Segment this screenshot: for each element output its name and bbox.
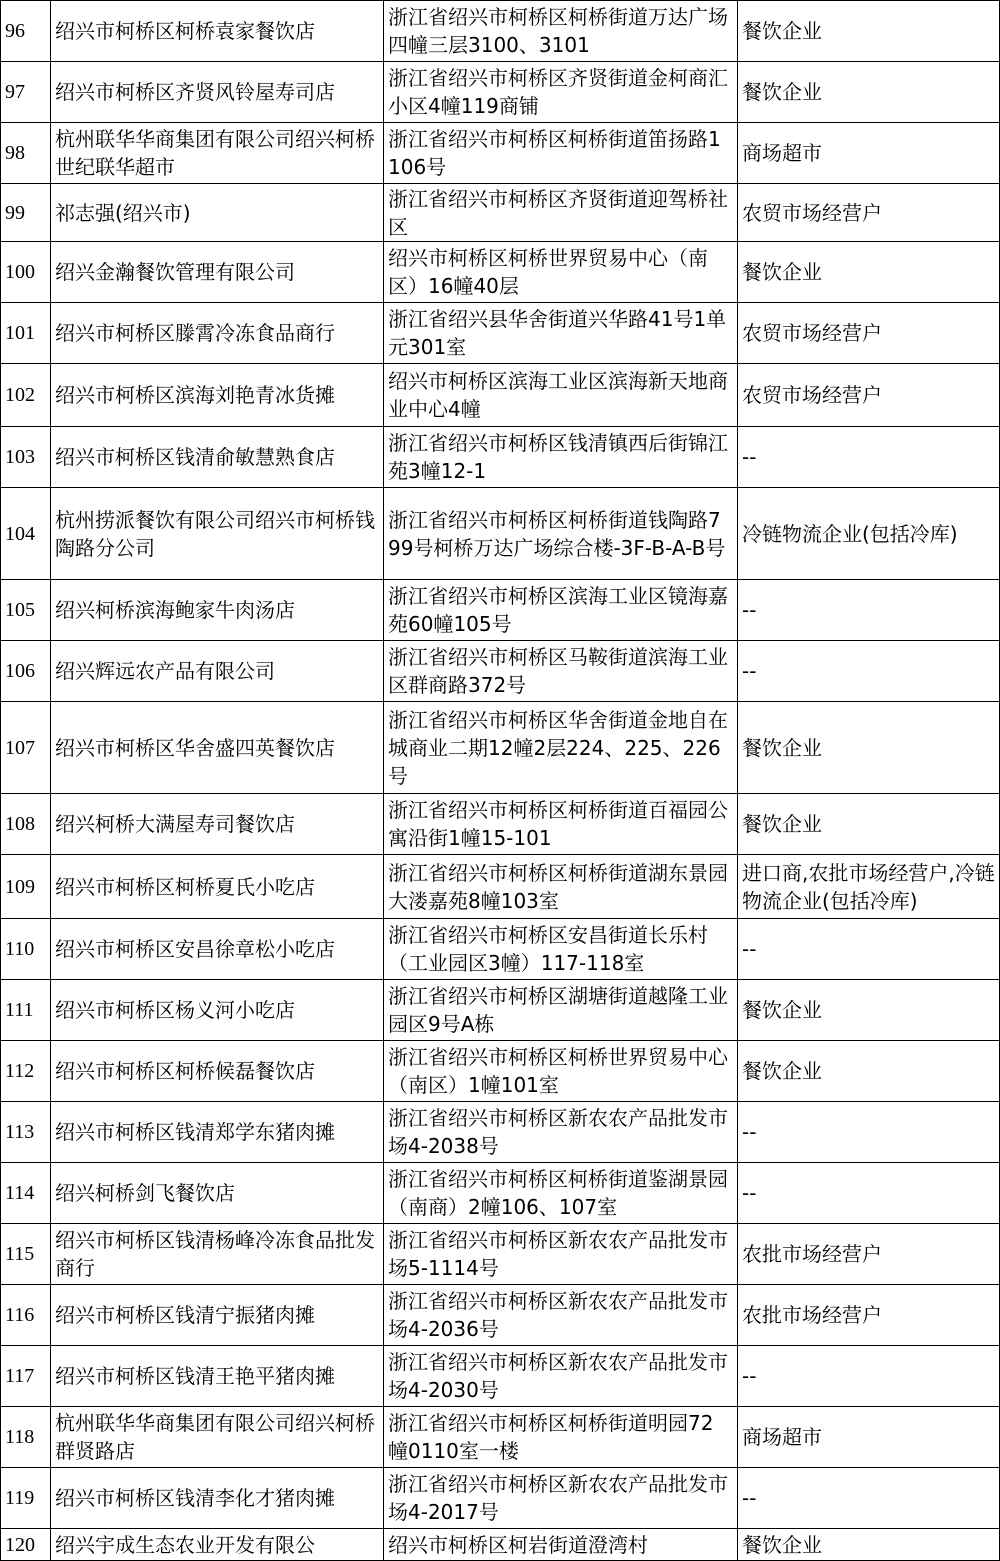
enterprise-address: 浙江省绍兴市柯桥区柯桥街道明园72幢0110室一楼 (384, 1407, 738, 1468)
row-number: 113 (1, 1102, 51, 1163)
table-row (1, 488, 1000, 580)
enterprise-address: 浙江省绍兴市柯桥区新农农产品批发市场4-2030号 (384, 1346, 738, 1407)
enterprise-type: 商场超市 (738, 1407, 1000, 1468)
enterprise-name: 绍兴市柯桥区杨义河小吃店 (51, 980, 384, 1041)
row-number: 108 (1, 794, 51, 855)
enterprise-type: 农批市场经营户 (738, 1224, 1000, 1285)
enterprise-address: 浙江省绍兴市柯桥区柯桥世界贸易中心（南区）1幢101室 (384, 1041, 738, 1102)
enterprise-type: 农批市场经营户 (738, 1285, 1000, 1346)
enterprise-address: 浙江省绍兴市柯桥区柯桥街道百福园公寓沿街1幢15-101 (384, 794, 738, 855)
table-row (1, 184, 1000, 242)
enterprise-name: 绍兴市柯桥区钱清宁振猪肉摊 (51, 1285, 384, 1346)
row-number: 110 (1, 919, 51, 980)
enterprise-name: 绍兴市柯桥区钱清王艳平猪肉摊 (51, 1346, 384, 1407)
row-number: 103 (1, 427, 51, 488)
enterprise-name: 杭州联华华商集团有限公司绍兴柯桥群贤路店 (51, 1407, 384, 1468)
enterprise-name: 杭州联华华商集团有限公司绍兴柯桥世纪联华超市 (51, 123, 384, 184)
enterprise-name: 绍兴辉远农产品有限公司 (51, 641, 384, 702)
table-row (1, 1102, 1000, 1163)
table-row (1, 1224, 1000, 1285)
row-number: 114 (1, 1163, 51, 1224)
enterprise-address: 浙江省绍兴市柯桥区齐贤街道迎驾桥社区 (384, 184, 738, 242)
enterprise-name: 绍兴柯桥滨海鲍家牛肉汤店 (51, 580, 384, 641)
enterprise-address: 浙江省绍兴市柯桥区滨海工业区镜海嘉苑60幢105号 (384, 580, 738, 641)
row-number: 105 (1, 580, 51, 641)
records-table-body (1, 1, 1000, 1561)
enterprise-name: 绍兴市柯桥区钱清郑学东猪肉摊 (51, 1102, 384, 1163)
enterprise-address: 浙江省绍兴市柯桥区安昌街道长乐村（工业园区3幢）117-118室 (384, 919, 738, 980)
row-number: 104 (1, 488, 51, 580)
row-number: 117 (1, 1346, 51, 1407)
enterprise-type: -- (738, 427, 1000, 488)
enterprise-name: 绍兴市柯桥区钱清杨峰冷冻食品批发商行 (51, 1224, 384, 1285)
table-row (1, 242, 1000, 303)
enterprise-address: 浙江省绍兴市柯桥区柯桥街道钱陶路799号柯桥万达广场综合楼-3F-B-A-B号 (384, 488, 738, 580)
enterprise-type: -- (738, 580, 1000, 641)
table-row (1, 303, 1000, 364)
table-row (1, 1041, 1000, 1102)
enterprise-name: 绍兴市柯桥区柯桥袁家餐饮店 (51, 1, 384, 62)
enterprise-type: -- (738, 1102, 1000, 1163)
enterprise-type: 进口商,农批市场经营户,冷链物流企业(包括冷库) (738, 855, 1000, 919)
enterprise-address: 浙江省绍兴市柯桥区湖塘街道越隆工业园区9号A栋 (384, 980, 738, 1041)
enterprise-address: 浙江省绍兴市柯桥区新农农产品批发市场4-2038号 (384, 1102, 738, 1163)
row-number: 116 (1, 1285, 51, 1346)
table-row (1, 980, 1000, 1041)
table-row (1, 794, 1000, 855)
enterprise-address: 浙江省绍兴市柯桥区新农农产品批发市场5-1114号 (384, 1224, 738, 1285)
enterprise-address: 浙江省绍兴市柯桥区华舍街道金地自在城商业二期12幢2层224、225、226号 (384, 702, 738, 794)
enterprise-address: 浙江省绍兴市柯桥区新农农产品批发市场4-2036号 (384, 1285, 738, 1346)
row-number: 112 (1, 1041, 51, 1102)
enterprise-name: 绍兴市柯桥区安昌徐章松小吃店 (51, 919, 384, 980)
table-row (1, 1163, 1000, 1224)
enterprise-type: 餐饮企业 (738, 1, 1000, 62)
row-number: 97 (1, 62, 51, 123)
table-row (1, 1346, 1000, 1407)
enterprise-type: 餐饮企业 (738, 1529, 1000, 1561)
enterprise-name: 杭州捞派餐饮有限公司绍兴市柯桥钱陶路分公司 (51, 488, 384, 580)
row-number: 101 (1, 303, 51, 364)
enterprise-type: -- (738, 1346, 1000, 1407)
enterprise-address: 浙江省绍兴县华舍街道兴华路41号1单元301室 (384, 303, 738, 364)
table-row (1, 1468, 1000, 1529)
enterprise-address: 绍兴市柯桥区柯岩街道澄湾村 (384, 1529, 738, 1561)
enterprise-address: 浙江省绍兴市柯桥区钱清镇西后街锦江苑3幢12-1 (384, 427, 738, 488)
row-number: 111 (1, 980, 51, 1041)
row-number: 100 (1, 242, 51, 303)
enterprise-name: 绍兴柯桥剑飞餐饮店 (51, 1163, 384, 1224)
enterprise-type: 农贸市场经营户 (738, 364, 1000, 427)
table-row (1, 1, 1000, 62)
enterprise-name: 绍兴市柯桥区钱清俞敏慧熟食店 (51, 427, 384, 488)
enterprise-type: 餐饮企业 (738, 702, 1000, 794)
enterprise-type: 农贸市场经营户 (738, 303, 1000, 364)
enterprise-address: 浙江省绍兴市柯桥区柯桥街道湖东景园大溇嘉苑8幢103室 (384, 855, 738, 919)
table-row (1, 919, 1000, 980)
row-number: 107 (1, 702, 51, 794)
table-row (1, 855, 1000, 919)
enterprise-type: -- (738, 641, 1000, 702)
row-number: 115 (1, 1224, 51, 1285)
enterprise-name: 绍兴市柯桥区齐贤风铃屋寿司店 (51, 62, 384, 123)
row-number: 96 (1, 1, 51, 62)
enterprise-type: 餐饮企业 (738, 980, 1000, 1041)
enterprise-type: 冷链物流企业(包括冷库) (738, 488, 1000, 580)
row-number: 118 (1, 1407, 51, 1468)
row-number: 106 (1, 641, 51, 702)
enterprise-type: 餐饮企业 (738, 1041, 1000, 1102)
enterprise-type: 餐饮企业 (738, 62, 1000, 123)
enterprise-type: 餐饮企业 (738, 794, 1000, 855)
enterprise-name: 绍兴市柯桥区滨海刘艳青冰货摊 (51, 364, 384, 427)
row-number: 109 (1, 855, 51, 919)
enterprise-type: -- (738, 1468, 1000, 1529)
table-row (1, 123, 1000, 184)
enterprise-name: 绍兴金瀚餐饮管理有限公司 (51, 242, 384, 303)
enterprise-name: 绍兴宇成生态农业开发有限公 (51, 1529, 384, 1561)
table-row (1, 1285, 1000, 1346)
row-number: 98 (1, 123, 51, 184)
row-number: 119 (1, 1468, 51, 1529)
enterprise-type: 餐饮企业 (738, 242, 1000, 303)
enterprise-name: 绍兴市柯桥区滕霄冷冻食品商行 (51, 303, 384, 364)
enterprise-name: 绍兴市柯桥区华舍盛四英餐饮店 (51, 702, 384, 794)
enterprise-type: 商场超市 (738, 123, 1000, 184)
enterprise-name: 祁志强(绍兴市) (51, 184, 384, 242)
enterprise-name: 绍兴市柯桥区钱清李化才猪肉摊 (51, 1468, 384, 1529)
table-row (1, 364, 1000, 427)
enterprise-type: 农贸市场经营户 (738, 184, 1000, 242)
enterprise-address: 绍兴市柯桥区滨海工业区滨海新天地商业中心4幢 (384, 364, 738, 427)
enterprise-address: 浙江省绍兴市柯桥区柯桥街道万达广场四幢三层3100、3101 (384, 1, 738, 62)
row-number: 120 (1, 1529, 51, 1561)
row-number: 102 (1, 364, 51, 427)
enterprise-name: 绍兴柯桥大满屋寿司餐饮店 (51, 794, 384, 855)
table-row (1, 427, 1000, 488)
table-row (1, 702, 1000, 794)
table-row (1, 580, 1000, 641)
enterprise-address: 浙江省绍兴市柯桥区马鞍街道滨海工业区群商路372号 (384, 641, 738, 702)
table-row (1, 641, 1000, 702)
enterprise-address: 浙江省绍兴市柯桥区柯桥街道笛扬路1106号 (384, 123, 738, 184)
table-row (1, 62, 1000, 123)
enterprise-name: 绍兴市柯桥区柯桥夏氏小吃店 (51, 855, 384, 919)
enterprise-type: -- (738, 919, 1000, 980)
row-number: 99 (1, 184, 51, 242)
enterprise-type: -- (738, 1163, 1000, 1224)
enterprise-address: 绍兴市柯桥区柯桥世界贸易中心（南区）16幢40层 (384, 242, 738, 303)
enterprise-address: 浙江省绍兴市柯桥区新农农产品批发市场4-2017号 (384, 1468, 738, 1529)
enterprise-address: 浙江省绍兴市柯桥区齐贤街道金柯商汇小区4幢119商铺 (384, 62, 738, 123)
table-row (1, 1407, 1000, 1468)
enterprise-address: 浙江省绍兴市柯桥区柯桥街道鉴湖景园（南商）2幢106、107室 (384, 1163, 738, 1224)
enterprise-name: 绍兴市柯桥区柯桥候磊餐饮店 (51, 1041, 384, 1102)
